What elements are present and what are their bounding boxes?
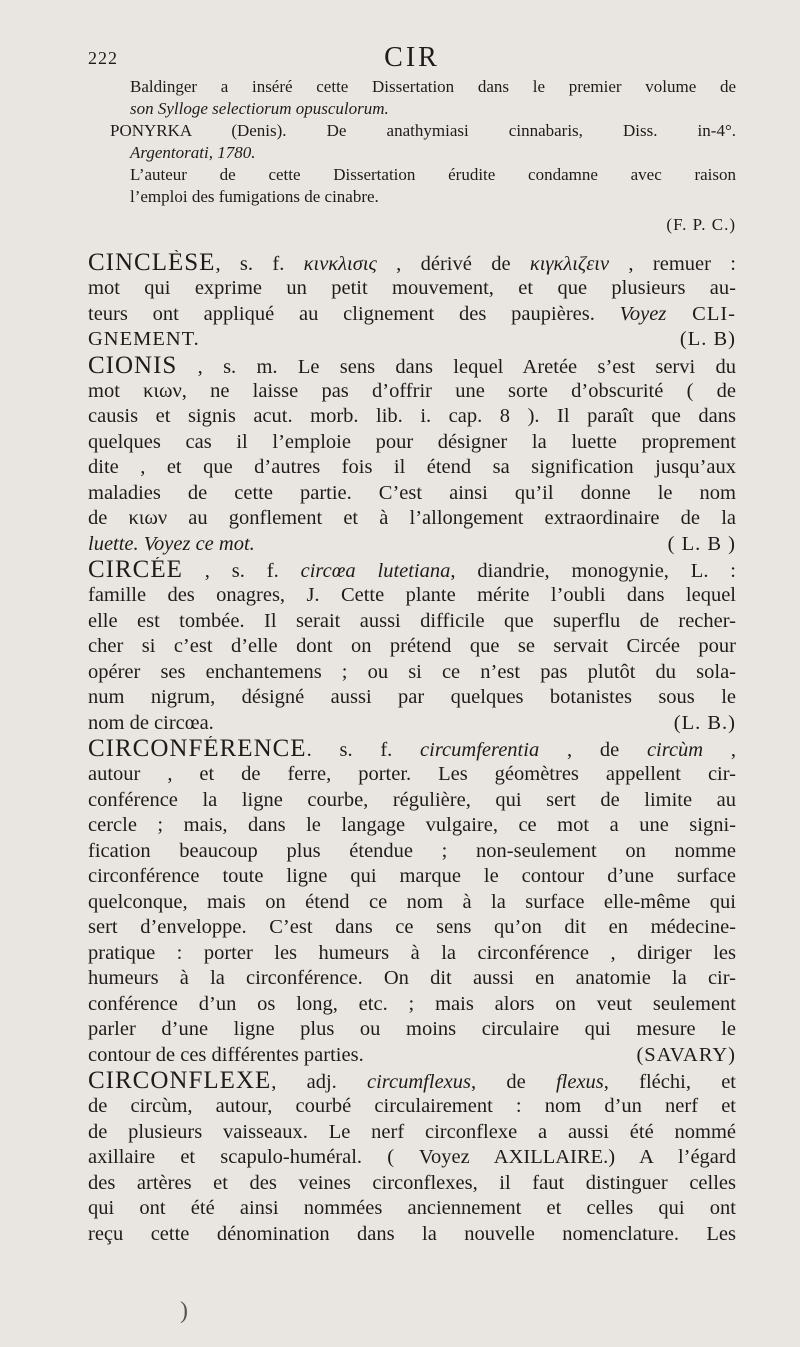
greek-term: κινκλισις — [303, 253, 377, 275]
body-line — [88, 532, 736, 558]
text-span: , s. m. Le sens dans lequel Aretée s’est servi du — [177, 355, 736, 378]
body-line: reçu cette dénomination dans la nouvelle nomenclature. Les — [88, 1222, 736, 1245]
body-line: mot qui exprime un petit mouvement, et que plusieurs au- — [88, 277, 736, 299]
body-line: circonférence toute ligne qui marque le contour d’une surface — [88, 865, 736, 887]
author-signature: (SAVARY) — [636, 1043, 736, 1066]
body-line — [88, 302, 736, 328]
crossref: CLI- — [666, 302, 736, 325]
body-line: quelques cas il l’emploie pour désigner la luette proprement — [88, 430, 736, 453]
body-line: pratique : porter les humeurs à la circonférence , diriger les — [88, 941, 736, 964]
latin-term: flexus — [555, 1071, 604, 1093]
entry-circonference-line — [88, 736, 736, 762]
body-line: mot κιων, ne laisse pas d’offrir une sorte d’obscurité ( de — [88, 379, 736, 402]
bib-line: Baldinger a inséré cette Dissertation dans le premier volume de — [130, 77, 736, 96]
entry-circonflexe-line — [88, 1068, 736, 1094]
stray-ink-mark: ) — [180, 1298, 188, 1324]
text-span: , adj. — [271, 1071, 368, 1093]
text-span: , s. f. — [215, 253, 304, 275]
body-line: famille des onagres, J. Cette plante mérite l’oubli dans lequel — [88, 584, 736, 606]
author-signature: ( L. B ) — [667, 532, 736, 555]
text-span: . s. f. — [306, 739, 421, 761]
body-line — [88, 1043, 736, 1069]
body-line: quelconque, mais on étend ce nom à la surface elle-même qui — [88, 890, 736, 913]
greek-term: κιγκλιζειν — [529, 253, 610, 275]
text-span: , fléchi, et — [603, 1071, 736, 1093]
body-line: num nigrum, désigné aussi par quelques botanistes sous le — [88, 686, 736, 708]
text-span: , s. f. — [182, 560, 301, 582]
body-line: sert d’enveloppe. C’est dans ce sens qu’on dit en médecine- — [88, 916, 736, 938]
text-span: nom de circœa. — [88, 711, 214, 734]
body-line: cher si c’est d’elle dont on prétend que se servait Circée pour — [88, 635, 736, 657]
entry-term-cionis: CIONIS — [88, 352, 178, 379]
body-line — [88, 711, 736, 737]
latin-term: circœa lutetiana — [300, 560, 451, 582]
body-line: de κιων au gonflement et à l’allongement extraordinaire de la — [88, 507, 736, 529]
body-line: axillaire et scapulo-huméral. ( Voyez AXILLAIRE.) A l’égard — [88, 1146, 736, 1168]
body-line: qui ont été ainsi nommées anciennement et celles qui ont — [88, 1197, 736, 1219]
author-signature: (F. P. C.) — [666, 215, 736, 234]
body-line: maladies de cette partie. C’est ainsi qu’il donne le nom — [88, 481, 736, 504]
page-number: 222 — [88, 48, 118, 68]
bibliography-block — [88, 76, 736, 236]
text-span: , — [703, 739, 736, 761]
body-line: cercle ; mais, dans le langage vulgaire, ce mot a une signi- — [88, 814, 736, 836]
article-body — [88, 250, 736, 1247]
body-line: fication beaucoup plus étendue ; non-seulement on nomme — [88, 839, 736, 862]
text-span: , de — [539, 739, 647, 761]
text-span: luette. Voyez ce mot. — [88, 532, 255, 555]
entry-cionis-line — [88, 353, 736, 379]
entry-cinclese-line — [88, 250, 736, 276]
body-line: conférence la ligne courbe, régulière, qui sert de limite au — [88, 788, 736, 811]
author-signature: (L. B.) — [673, 711, 736, 734]
body-line: de plusieurs vaisseaux. Le nerf circonflexe a aussi été nommé — [88, 1120, 736, 1143]
text-span: contour de ces différentes parties. — [88, 1043, 364, 1066]
body-line: elle est tombée. Il serait aussi difficile que superflu de recher- — [88, 609, 736, 632]
text-span: , diandrie, monogynie, L. : — [450, 560, 736, 582]
text-span: , remuer : — [609, 253, 736, 275]
page-header — [88, 42, 736, 74]
latin-term: circumferentia — [420, 739, 540, 761]
body-line: parler d’une ligne plus ou moins circulaire qui mesure le — [88, 1018, 736, 1040]
entry-term-circee: CIRCÉE — [88, 557, 183, 583]
text-span: , de — [471, 1071, 556, 1093]
entry-term-circonference: CIRCONFÉRENCE — [88, 736, 307, 762]
body-line: humeurs à la circonférence. On dit aussi en anatomie la cir- — [88, 967, 736, 989]
author-signature: (L. B) — [679, 328, 736, 350]
latin-term: circumflexus — [367, 1071, 471, 1093]
running-head: CIR — [384, 42, 440, 73]
bib-line: PONYRKA (Denis). De anathymiasi cinnabaris, Diss. in-4°. — [110, 121, 736, 140]
body-line: opérer ses enchantemens ; ou si ce n’est pas plutôt du sola- — [88, 660, 736, 683]
body-line — [88, 327, 736, 353]
body-line: des artères et des veines circonflexes, il faut distinguer celles — [88, 1171, 736, 1194]
body-line: causis et signis acut. morb. lib. i. cap. 8 ). Il paraît que dans — [88, 405, 736, 427]
bib-line: L’auteur de cette Dissertation érudite condamne avec raison — [130, 165, 736, 184]
latin-term: circùm — [646, 739, 704, 761]
bib-line: l’emploi des fumigations de cinabre. — [130, 187, 379, 206]
body-line: dite , et que d’autres fois il étend sa signification jusqu’aux — [88, 456, 736, 478]
text-span: , dérivé de — [376, 253, 530, 275]
crossref: GNEMENT. — [88, 328, 200, 350]
text-span: teurs ont appliqué au clignement des paupières. — [88, 302, 620, 325]
body-line: de circùm, autour, courbé circulairement : nom d’un nerf et — [88, 1095, 736, 1117]
entry-term-circonflexe: CIRCONFLEXE — [88, 1068, 272, 1094]
bib-line: son Sylloge selectiorum opusculorum. — [130, 99, 389, 118]
crossref: Voyez — [619, 302, 667, 325]
entry-circee-line — [88, 557, 736, 583]
entry-term-cinclese: CINCLÈSE — [88, 250, 216, 276]
bib-line: Argentorati, 1780. — [130, 143, 256, 162]
body-line: autour , et de ferre, porter. Les géomètres appellent cir- — [88, 763, 736, 785]
body-line: conférence d’un os long, etc. ; mais alors on veut seulement — [88, 992, 736, 1015]
